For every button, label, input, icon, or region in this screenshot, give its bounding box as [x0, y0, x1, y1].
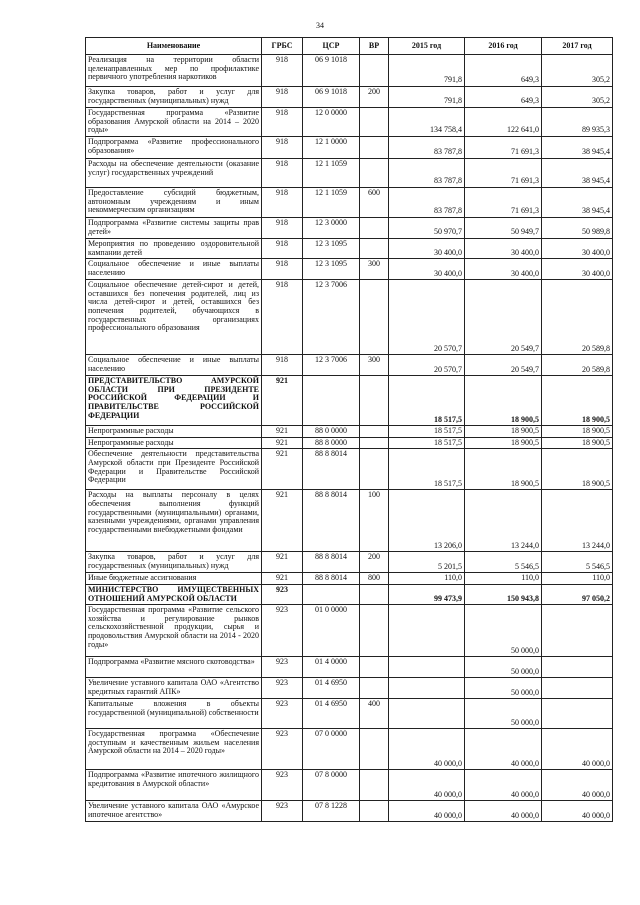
row-name: Обеспечение деятельности представительства Амурской области при Президенте Российской Федерации и Правительстве Российской Федерации: [86, 449, 262, 490]
row-value-2016: 649,3: [465, 55, 542, 87]
table-row: [86, 188, 613, 218]
row-vr: [360, 449, 389, 490]
row-grbs: 918: [262, 87, 303, 108]
header-name: Наименование: [86, 38, 262, 55]
row-vr: 300: [360, 259, 389, 280]
row-grbs: 921: [262, 552, 303, 573]
row-vr: [360, 605, 389, 657]
row-value-2015: 134 758,4: [389, 108, 465, 137]
row-name: Капитальные вложения в объекты государственной (муниципальной) собственности: [86, 699, 262, 729]
row-vr: [360, 657, 389, 678]
table-row: [86, 605, 613, 657]
row-vr: [360, 770, 389, 801]
row-csr: 12 3 1095: [303, 239, 360, 259]
row-value-2015: 99 473,9: [389, 584, 465, 604]
row-value-2017: 38 945,4: [542, 137, 613, 159]
row-value-2017: 40 000,0: [542, 770, 613, 801]
row-value-2015: 791,8: [389, 87, 465, 108]
row-name: Подпрограмма «Развитие мясного скотоводства»: [86, 657, 262, 678]
row-csr: 88 8 8014: [303, 573, 360, 585]
row-csr: 88 8 0000: [303, 437, 360, 449]
row-vr: [360, 159, 389, 188]
row-grbs: 923: [262, 657, 303, 678]
table-row: [86, 573, 613, 585]
row-grbs: 918: [262, 108, 303, 137]
row-name: Социальное обеспечение и иные выплаты населению: [86, 355, 262, 376]
row-grbs: 918: [262, 218, 303, 239]
row-name: Социальное обеспечение и иные выплаты населению: [86, 259, 262, 280]
row-name: Государственная программа «Развитие образования Амурской области на 2014 – 2020 годы»: [86, 108, 262, 137]
table-row: [86, 449, 613, 490]
table-row: [86, 770, 613, 801]
row-vr: [360, 801, 389, 822]
row-value-2016: 50 000,0: [465, 657, 542, 678]
row-name: Увеличение уставного капитала ОАО «Амурское ипотечное агентство»: [86, 801, 262, 822]
row-grbs: 918: [262, 188, 303, 218]
row-value-2015: 83 787,8: [389, 137, 465, 159]
row-csr: 12 3 0000: [303, 218, 360, 239]
row-name: Социальное обеспечение детей-сирот и детей, оставшихся без попечения родителей, лиц из числа детей-сирот и детей, оставшихся без попечения родителей, обучающихся в государственных организациях профессионального образования: [86, 280, 262, 355]
row-csr: 07 8 1228: [303, 801, 360, 822]
table-row: [86, 376, 613, 426]
row-value-2016: 5 546,5: [465, 552, 542, 573]
table-row: [86, 259, 613, 280]
row-value-2015: 20 570,7: [389, 280, 465, 355]
row-value-2017: 30 400,0: [542, 239, 613, 259]
table-row: [86, 584, 613, 604]
row-value-2015: 18 517,5: [389, 437, 465, 449]
row-csr: 07 8 0000: [303, 770, 360, 801]
row-value-2016: 40 000,0: [465, 801, 542, 822]
row-grbs: 921: [262, 437, 303, 449]
row-value-2016: 18 900,5: [465, 437, 542, 449]
table-row: [86, 490, 613, 552]
row-value-2017: 18 900,5: [542, 437, 613, 449]
row-grbs: 923: [262, 605, 303, 657]
header-grbs: ГРБС: [262, 38, 303, 55]
row-value-2017: 305,2: [542, 87, 613, 108]
row-value-2015: 30 400,0: [389, 259, 465, 280]
row-vr: 200: [360, 552, 389, 573]
row-value-2015: [389, 657, 465, 678]
row-value-2017: 89 935,3: [542, 108, 613, 137]
table-row: [86, 355, 613, 376]
row-csr: 06 9 1018: [303, 55, 360, 87]
row-value-2017: 30 400,0: [542, 259, 613, 280]
row-value-2017: [542, 657, 613, 678]
row-csr: 88 0 0000: [303, 426, 360, 438]
row-value-2016: 13 244,0: [465, 490, 542, 552]
row-vr: 100: [360, 490, 389, 552]
row-grbs: 918: [262, 259, 303, 280]
row-value-2016: 20 549,7: [465, 280, 542, 355]
row-value-2015: 83 787,8: [389, 159, 465, 188]
row-name: Непрограммные расходы: [86, 426, 262, 438]
row-value-2017: 18 900,5: [542, 449, 613, 490]
row-name: Предоставление субсидий бюджетным, автономным учреждениям и иным некоммерческим организациям: [86, 188, 262, 218]
row-vr: 200: [360, 87, 389, 108]
row-value-2017: [542, 605, 613, 657]
table-row: [86, 55, 613, 87]
row-vr: [360, 426, 389, 438]
row-csr: 01 4 6950: [303, 678, 360, 699]
row-value-2016: 50 000,0: [465, 699, 542, 729]
table-row: [86, 801, 613, 822]
row-vr: [360, 137, 389, 159]
row-name: Реализация на территории области целенаправленных мер по профилактике первичного употребления наркотиков: [86, 55, 262, 87]
row-value-2015: 13 206,0: [389, 490, 465, 552]
row-value-2015: 791,8: [389, 55, 465, 87]
table-row: [86, 137, 613, 159]
row-grbs: 923: [262, 678, 303, 699]
row-name: Закупка товаров, работ и услуг для государственных (муниципальных) нужд: [86, 87, 262, 108]
row-value-2016: 50 000,0: [465, 678, 542, 699]
row-name: Иные бюджетные ассигнования: [86, 573, 262, 585]
row-value-2016: 18 900,5: [465, 426, 542, 438]
row-csr: 12 1 1059: [303, 159, 360, 188]
table-row: [86, 729, 613, 770]
row-grbs: 918: [262, 355, 303, 376]
row-value-2016: 30 400,0: [465, 259, 542, 280]
row-value-2017: 20 589,8: [542, 280, 613, 355]
row-value-2015: 5 201,5: [389, 552, 465, 573]
row-value-2016: 71 691,3: [465, 188, 542, 218]
row-name: Государственная программа «Развитие сельского хозяйства и регулирование рынков сельскохозяйственной продукции, сырья и продовольствия Амурской области на 2014 - 2020 годы»: [86, 605, 262, 657]
table-row: [86, 218, 613, 239]
row-grbs: 921: [262, 426, 303, 438]
row-grbs: 921: [262, 376, 303, 426]
table-row: [86, 678, 613, 699]
row-value-2015: 18 517,5: [389, 449, 465, 490]
row-csr: 12 3 7006: [303, 280, 360, 355]
row-value-2015: 18 517,5: [389, 426, 465, 438]
row-csr: 01 4 6950: [303, 699, 360, 729]
row-name: Непрограммные расходы: [86, 437, 262, 449]
row-name: Подпрограмма «Развитие системы защиты прав детей»: [86, 218, 262, 239]
row-value-2016: 110,0: [465, 573, 542, 585]
row-value-2016: 649,3: [465, 87, 542, 108]
header-2017: 2017 год: [542, 38, 613, 55]
row-vr: [360, 55, 389, 87]
row-value-2015: [389, 678, 465, 699]
row-grbs: 918: [262, 159, 303, 188]
header-row: [86, 38, 613, 55]
row-grbs: 918: [262, 239, 303, 259]
row-name: Подпрограмма «Развитие профессионального образования»: [86, 137, 262, 159]
row-value-2016: 18 900,5: [465, 376, 542, 426]
header-csr: ЦСР: [303, 38, 360, 55]
row-grbs: 918: [262, 55, 303, 87]
row-csr: 88 8 8014: [303, 490, 360, 552]
row-value-2016: 40 000,0: [465, 770, 542, 801]
row-vr: [360, 678, 389, 699]
row-name: Расходы на обеспечение деятельности (оказание услуг) государственных учреждений: [86, 159, 262, 188]
header-vr: ВР: [360, 38, 389, 55]
row-grbs: 923: [262, 699, 303, 729]
row-name: Расходы на выплаты персоналу в целях обеспечения выполнения функций государственными (муниципальными) органами, казенными учреждениями, органами управления государственными внебюджетными фондами: [86, 490, 262, 552]
row-name: Мероприятия по проведению оздоровительной кампании детей: [86, 239, 262, 259]
row-name: ПРЕДСТАВИТЕЛЬСТВО АМУРСКОЙ ОБЛАСТИ ПРИ ПРЕЗИДЕНТЕ РОССИЙСКОЙ ФЕДЕРАЦИИ И ПРАВИТЕЛЬСТВЕ РОССИЙСКОЙ ФЕДЕРАЦИИ: [86, 376, 262, 426]
row-csr: 07 0 0000: [303, 729, 360, 770]
row-value-2015: 40 000,0: [389, 770, 465, 801]
header-2015: 2015 год: [389, 38, 465, 55]
row-value-2015: 83 787,8: [389, 188, 465, 218]
row-value-2015: 20 570,7: [389, 355, 465, 376]
row-value-2016: 122 641,0: [465, 108, 542, 137]
row-vr: 600: [360, 188, 389, 218]
table-row: [86, 108, 613, 137]
row-value-2017: 97 050,2: [542, 584, 613, 604]
row-name: Подпрограмма «Развитие ипотечного жилищного кредитования в Амурской области»: [86, 770, 262, 801]
row-value-2015: 110,0: [389, 573, 465, 585]
row-csr: 01 4 0000: [303, 657, 360, 678]
table-row: [86, 657, 613, 678]
row-grbs: 921: [262, 573, 303, 585]
row-csr: 01 0 0000: [303, 605, 360, 657]
row-grbs: 923: [262, 729, 303, 770]
row-vr: [360, 239, 389, 259]
row-value-2017: 18 900,5: [542, 426, 613, 438]
row-value-2016: 50 000,0: [465, 605, 542, 657]
row-value-2016: 18 900,5: [465, 449, 542, 490]
page-number: 34: [316, 21, 324, 30]
row-csr: 88 8 8014: [303, 552, 360, 573]
row-name: Увеличение уставного капитала ОАО «Агентство кредитных гарантий АПК»: [86, 678, 262, 699]
row-name: Государственная программа «Обеспечение доступным и качественным жильем населения Амурской области на 2014 – 2020 годы»: [86, 729, 262, 770]
row-value-2015: 50 970,7: [389, 218, 465, 239]
row-grbs: 923: [262, 770, 303, 801]
row-vr: [360, 280, 389, 355]
row-grbs: 923: [262, 801, 303, 822]
table-row: [86, 552, 613, 573]
row-grbs: 918: [262, 137, 303, 159]
row-value-2017: 20 589,8: [542, 355, 613, 376]
table-row: [86, 280, 613, 355]
row-value-2017: 40 000,0: [542, 801, 613, 822]
row-vr: [360, 218, 389, 239]
row-value-2016: 20 549,7: [465, 355, 542, 376]
row-vr: [360, 437, 389, 449]
row-vr: [360, 584, 389, 604]
row-value-2016: 30 400,0: [465, 239, 542, 259]
row-value-2015: 18 517,5: [389, 376, 465, 426]
row-value-2016: 50 949,7: [465, 218, 542, 239]
table-row: [86, 426, 613, 438]
row-value-2015: [389, 605, 465, 657]
row-vr: 800: [360, 573, 389, 585]
budget-table: [85, 37, 613, 822]
row-value-2017: 305,2: [542, 55, 613, 87]
row-vr: [360, 729, 389, 770]
row-csr: 12 1 0000: [303, 137, 360, 159]
row-csr: 12 3 7006: [303, 355, 360, 376]
row-value-2017: 18 900,5: [542, 376, 613, 426]
row-value-2017: [542, 699, 613, 729]
row-value-2016: 71 691,3: [465, 159, 542, 188]
row-csr: 12 1 1059: [303, 188, 360, 218]
row-grbs: 921: [262, 449, 303, 490]
row-value-2017: 13 244,0: [542, 490, 613, 552]
row-value-2016: 40 000,0: [465, 729, 542, 770]
row-value-2015: 30 400,0: [389, 239, 465, 259]
row-name: МИНИСТЕРСТВО ИМУЩЕСТВЕННЫХ ОТНОШЕНИЙ АМУРСКОЙ ОБЛАСТИ: [86, 584, 262, 604]
row-csr: 12 0 0000: [303, 108, 360, 137]
row-csr: 88 8 8014: [303, 449, 360, 490]
row-value-2016: 71 691,3: [465, 137, 542, 159]
table-row: [86, 87, 613, 108]
row-value-2017: 38 945,4: [542, 188, 613, 218]
row-grbs: 921: [262, 490, 303, 552]
table-row: [86, 159, 613, 188]
row-value-2017: 38 945,4: [542, 159, 613, 188]
row-csr: 06 9 1018: [303, 87, 360, 108]
row-vr: [360, 108, 389, 137]
header-2016: 2016 год: [465, 38, 542, 55]
row-vr: 400: [360, 699, 389, 729]
row-csr: [303, 584, 360, 604]
row-value-2017: 110,0: [542, 573, 613, 585]
row-csr: 12 3 1095: [303, 259, 360, 280]
table-row: [86, 437, 613, 449]
table-row: [86, 699, 613, 729]
row-value-2015: [389, 699, 465, 729]
table-row: [86, 239, 613, 259]
row-value-2017: 40 000,0: [542, 729, 613, 770]
row-name: Закупка товаров, работ и услуг для государственных (муниципальных) нужд: [86, 552, 262, 573]
row-grbs: 918: [262, 280, 303, 355]
row-value-2017: [542, 678, 613, 699]
row-vr: 300: [360, 355, 389, 376]
row-value-2015: 40 000,0: [389, 729, 465, 770]
row-vr: [360, 376, 389, 426]
table-body: [86, 55, 613, 822]
row-csr: [303, 376, 360, 426]
row-value-2017: 5 546,5: [542, 552, 613, 573]
row-grbs: 923: [262, 584, 303, 604]
row-value-2016: 150 943,8: [465, 584, 542, 604]
row-value-2015: 40 000,0: [389, 801, 465, 822]
row-value-2017: 50 989,8: [542, 218, 613, 239]
